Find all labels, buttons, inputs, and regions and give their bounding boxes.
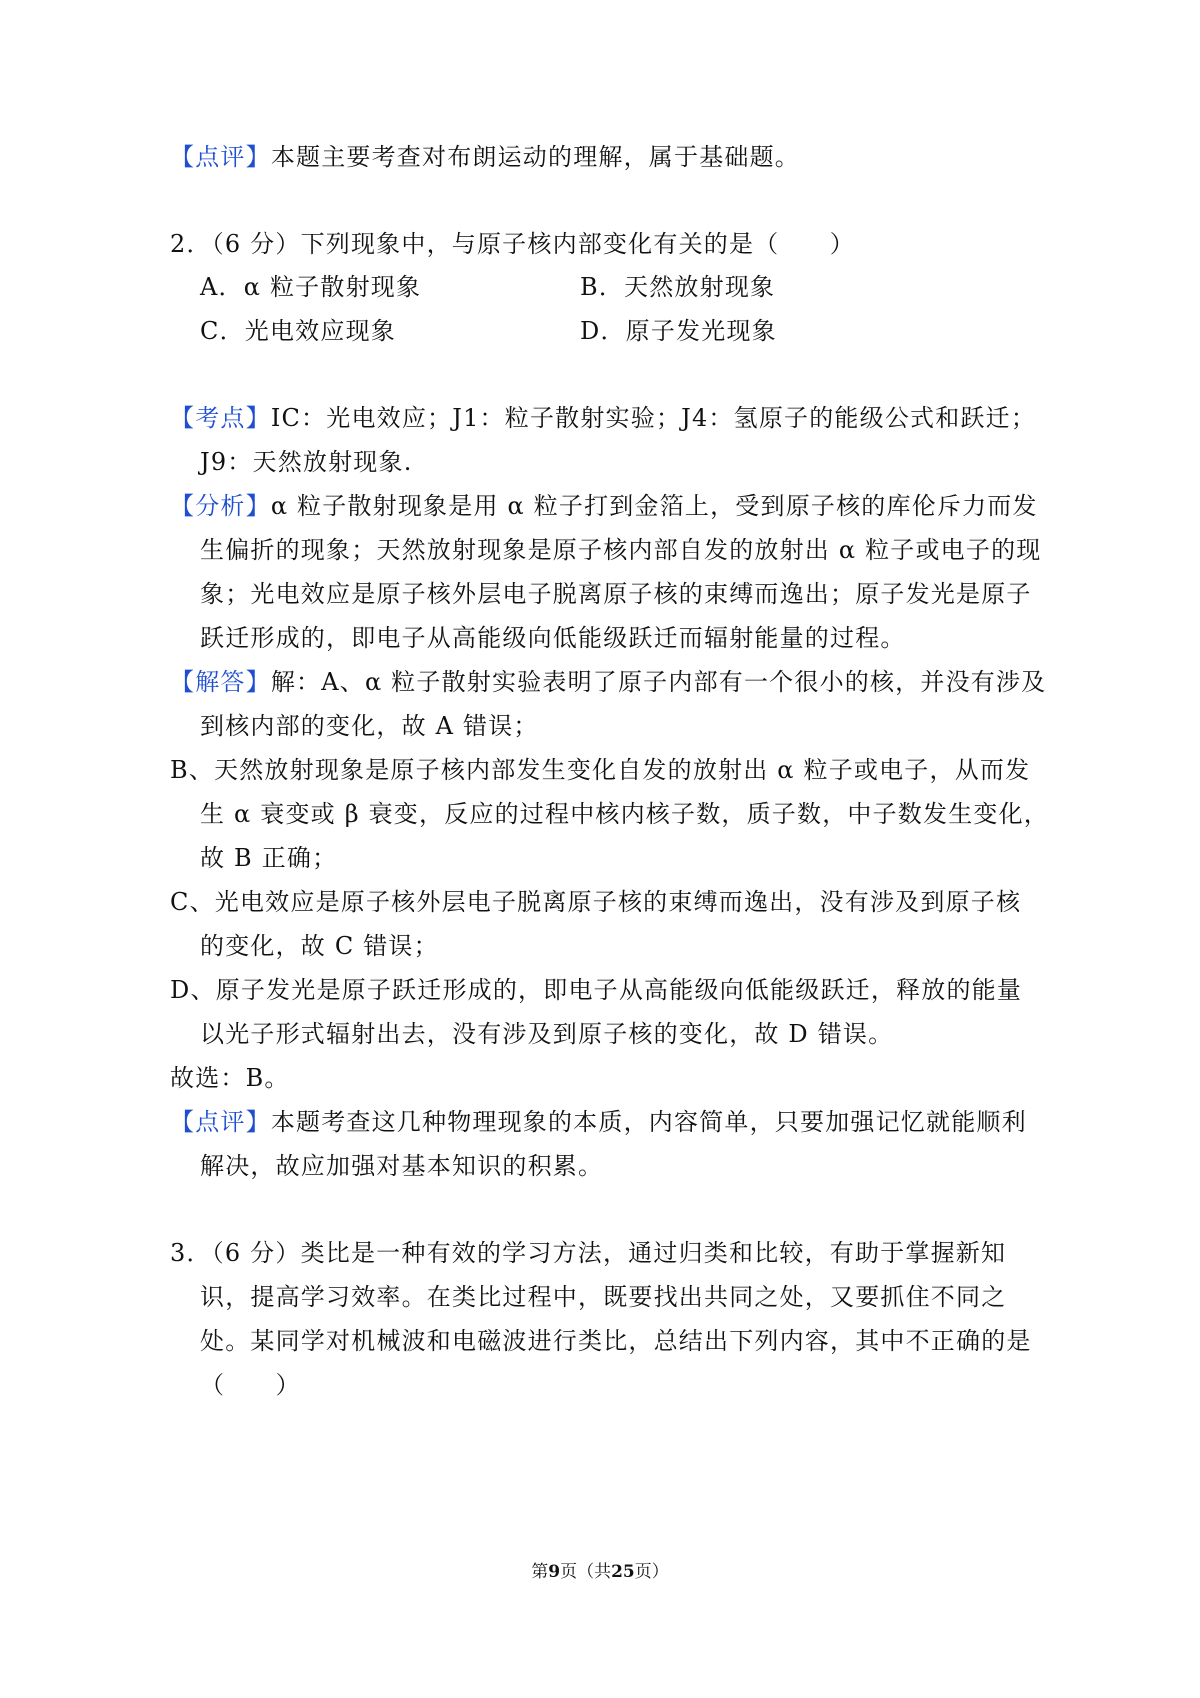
kaodian-tag: 【考点】 — [170, 404, 271, 432]
fenxi-tag: 【分析】 — [170, 492, 271, 520]
fenxi-line-1 — [170, 490, 1038, 522]
page-number: 9 — [548, 1562, 561, 1582]
review-text: 本题主要考查对布朗运动的理解，属于基础题。 — [270, 143, 801, 171]
jieda-line-d2: 以光子形式辐射出去，没有涉及到原子核的变化，故 D 错误。 — [200, 1020, 894, 1048]
page-total: 25 — [611, 1562, 635, 1582]
footer-mid: 页（共 — [560, 1562, 612, 1582]
kaodian-line-2: J9：天然放射现象. — [200, 448, 413, 476]
kaodian-line-1 — [170, 402, 1036, 434]
fenxi-text: α 粒子散射现象是用 α 粒子打到金箔上，受到原子核的库伦斥力而发 — [270, 492, 1038, 520]
review-tag: 【点评】 — [170, 143, 271, 171]
question-3-line-3: 处。某同学对机械波和电磁波进行类比，总结出下列内容，其中不正确的是 — [200, 1327, 1032, 1355]
jieda-text: 解：A、α 粒子散射实验表明了原子内部有一个很小的核，并没有涉及 — [270, 668, 1047, 696]
jieda-line-b1: B、天然放射现象是原子核内部发生变化自发的放射出 α 粒子或电子，从而发 — [170, 756, 1031, 784]
jieda-line-b3: 故 B 正确； — [200, 844, 338, 872]
review-tag: 【点评】 — [170, 1108, 271, 1136]
review-2-line-2: 解决，故应加强对基本知识的积累。 — [200, 1152, 604, 1180]
fenxi-line-3: 象；光电效应是原子核外层电子脱离原子核的束缚而逸出；原子发光是原子 — [200, 580, 1032, 608]
page-footer — [0, 1560, 1200, 1584]
option-a: A．α 粒子散射现象 — [200, 273, 422, 301]
question-2-stem: 2．（6 分）下列现象中，与原子核内部变化有关的是（ ） — [170, 230, 855, 258]
footer-prefix: 第 — [531, 1562, 549, 1582]
option-c: C．光电效应现象 — [200, 317, 396, 345]
kaodian-text: IC：光电效应；J1：粒子散射实验；J4：氢原子的能级公式和跃迁； — [270, 404, 1037, 432]
review-text: 本题考查这几种物理现象的本质，内容简单，只要加强记忆就能顺利 — [270, 1108, 1027, 1136]
fenxi-line-4: 跃迁形成的，即电子从高能级向低能级跃迁而辐射能量的过程。 — [200, 624, 906, 652]
footer-suffix: 页） — [634, 1562, 669, 1582]
answer-choice: 故选：B。 — [170, 1064, 290, 1092]
jieda-line-b2: 生 α 衰变或 β 衰变，反应的过程中核内核子数，质子数，中子数发生变化， — [200, 800, 1049, 828]
jieda-line-c2: 的变化，故 C 错误； — [200, 932, 439, 960]
jieda-tag: 【解答】 — [170, 668, 271, 696]
question-3-line-1: 3．（6 分）类比是一种有效的学习方法，通过归类和比较，有助于掌握新知 — [170, 1239, 1007, 1267]
option-b: B．天然放射现象 — [580, 273, 776, 301]
jieda-line-a2: 到核内部的变化，故 A 错误； — [200, 712, 539, 740]
question-3-line-4: （ ） — [200, 1371, 301, 1399]
jieda-line-d1: D、原子发光是原子跃迁形成的，即电子从高能级向低能级跃迁，释放的能量 — [170, 976, 1023, 1004]
jieda-line-a1 — [170, 666, 1046, 698]
question-3-line-2: 识，提高学习效率。在类比过程中，既要找出共同之处，又要抓住不同之 — [200, 1283, 1007, 1311]
fenxi-line-2: 生偏折的现象；天然放射现象是原子核内部自发的放射出 α 粒子或电子的现 — [200, 536, 1042, 564]
jieda-line-c1: C、光电效应是原子核外层电子脱离原子核的束缚而逸出，没有涉及到原子核 — [170, 888, 1022, 916]
review-1 — [170, 141, 800, 173]
review-2-line-1 — [170, 1106, 1027, 1138]
option-d: D．原子发光现象 — [580, 317, 777, 345]
